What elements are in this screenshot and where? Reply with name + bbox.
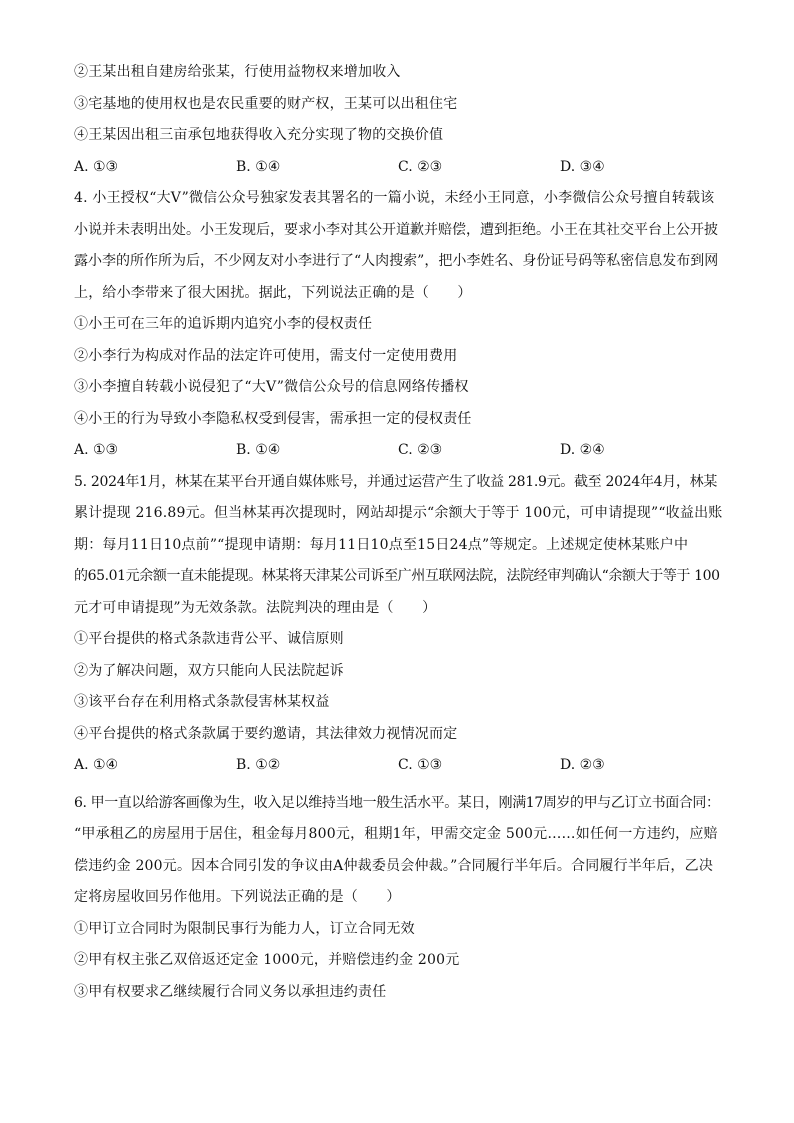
- q3-statement-2: ②王某出租自建房给张某，行使用益物权来增加收入: [74, 64, 401, 80]
- q6-stem-line: 偿违约金 200元。因本合同引发的争议由A仲裁委员会仲裁。”合同履行半年后。合同履行半年后，乙决: [74, 857, 714, 874]
- q4-statement-2: ②小李行为构成对作品的法定许可使用，需支付一定使用费用: [74, 347, 458, 364]
- q4-options: [74, 440, 722, 472]
- q5-option-d: D. ②③: [560, 757, 605, 773]
- q5-statement-4: ④平台提供的格式条款属于要约邀请，其法律效力视情况而定: [74, 725, 458, 742]
- q6-stem-line: “甲承租乙的房屋用于居住，租金每月800元，租期1年，甲需交定金 500元……如任何一方违约，应赔: [74, 826, 718, 842]
- q4-option-d: D. ②④: [560, 442, 605, 458]
- q5-stem-line: 期：每月11日10点前”“提现申请期：每月11日10点至15日24点”等规定。上述规定使林某账户中: [74, 536, 689, 553]
- q3-options: [74, 157, 722, 189]
- q3-option-a: A. ①③: [74, 158, 119, 175]
- exam-page: [74, 62, 722, 1013]
- q5-option-b: B. ①②: [236, 757, 281, 773]
- q5-options: [74, 755, 722, 787]
- q3-statement-3: ③宅基地的使用权也是农民重要的财产权，王某可以出租住宅: [74, 95, 458, 112]
- q4-statement-4: ④小王的行为导致小李隐私权受到侵害，需承担一定的侵权责任: [74, 410, 472, 427]
- question-3-tail: [74, 62, 722, 188]
- q5-statement-2: ②为了解决问题，双方只能向人民法院起诉: [74, 662, 344, 679]
- q4-option-b: B. ①④: [236, 442, 281, 458]
- q6-statement-1: ①甲订立合同时为限制民事行为能力人，订立合同无效: [74, 920, 415, 937]
- q4-option-c: C. ②③: [398, 442, 443, 458]
- q6-stem-line: 6. 甲一直以给游客画像为生，收入足以维持当地一般生活水平。某日，刚满17周岁的甲与乙订立书面合同：: [74, 794, 720, 811]
- q4-stem-line: 露小李的所作所为后，不少网友对小李进行了“人肉搜索”，把小李姓名、身份证号码等私密信息发布到网: [74, 253, 719, 269]
- q3-option-c: C. ②③: [398, 158, 443, 175]
- q4-stem-line: 上，给小李带来了很大困扰。据此，下列说法正确的是（ ）: [74, 284, 472, 301]
- q3-option-d: D. ③④: [560, 158, 605, 175]
- q3-option-b: B. ①④: [236, 158, 281, 175]
- question-4: [74, 188, 722, 472]
- q4-statement-3: ③小李擅自转载小说侵犯了“大V”微信公众号的信息网络传播权: [74, 379, 469, 395]
- question-6: [74, 793, 722, 1014]
- q4-statement-1: ①小王可在三年的追诉期内追究小李的侵权责任: [74, 316, 373, 332]
- q5-option-a: A. ①④: [74, 757, 119, 773]
- q5-statement-1: ①平台提供的格式条款违背公平、诚信原则: [74, 631, 344, 647]
- q5-stem-line: 5. 2024年1月，林某在某平台开通自媒体账号，并通过运营产生了收益 281.9元。截至 2024年4月，林某: [74, 473, 718, 490]
- q5-stem-line: 元才可申请提现”为无效条款。法院判决的理由是（ ）: [74, 599, 437, 616]
- q3-statement-4: ④王某因出租三亩承包地获得收入充分实现了物的交换价值: [74, 127, 444, 143]
- q5-stem-line: 的65.01元余额一直未能提现。林某将天津某公司诉至广州互联网法院，法院经审判确认“余额大于等于 100: [74, 568, 720, 584]
- q6-statement-2: ②甲有权主张乙双倍返还定金 1000元，并赔偿违约金 200元: [74, 952, 460, 968]
- question-5: [74, 472, 722, 787]
- q4-stem-line: 小说并未表明出处。小王发现后，要求小李对其公开道歉并赔偿，遭到拒绝。小王在其社交平台上公开披: [74, 221, 718, 238]
- q5-statement-3: ③该平台存在利用格式条款侵害林某权益: [74, 694, 330, 710]
- q6-statement-3: ③甲有权要求乙继续履行合同义务以承担违约责任: [74, 983, 387, 1000]
- q6-stem-line: 定将房屋收回另作他用。下列说法正确的是（ ）: [74, 889, 401, 905]
- q4-stem-line: 4. 小王授权“大V”微信公众号独家发表其署名的一篇小说，未经小王同意，小李微信公众号擅自转载该: [74, 190, 715, 206]
- q4-option-a: A. ①③: [74, 442, 119, 458]
- q5-option-c: C. ①③: [398, 757, 443, 773]
- q5-stem-line: 累计提现 216.89元。但当林某再次提现时，网站却提示“余额大于等于 100元，可申请提现”“收益出账: [74, 505, 723, 521]
